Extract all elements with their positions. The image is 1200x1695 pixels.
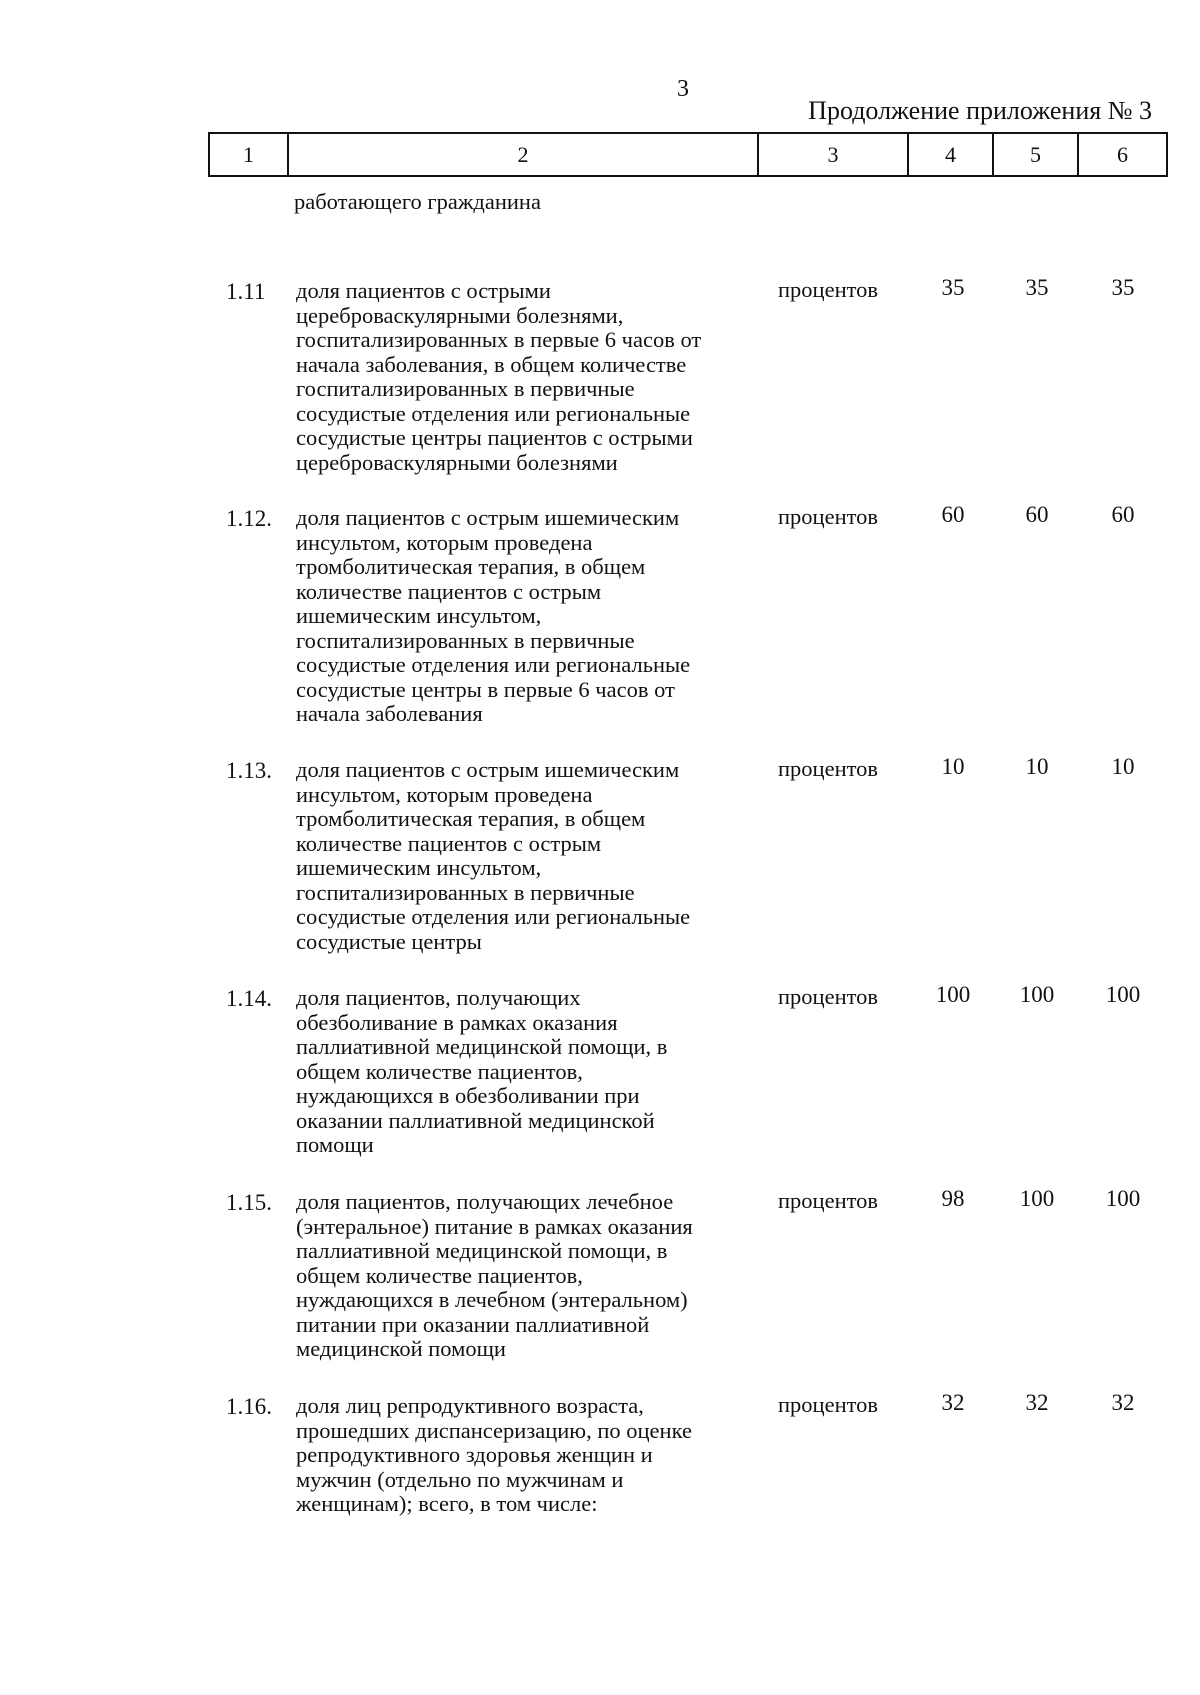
description-line: ишемическим инсультом, — [296, 603, 542, 628]
description-line: сосудистые отделения или региональные — [296, 400, 691, 426]
column-header-2: 2 — [288, 133, 758, 176]
description-line: доля лиц репродуктивного возраста, — [296, 1393, 644, 1418]
description-line: общем количестве пациентов, — [296, 1262, 583, 1288]
row-value-col5: 35 — [1025, 275, 1049, 300]
description-line: инсультом, которым проведена — [296, 781, 593, 807]
row-description — [296, 506, 746, 727]
description-line: женщинам); всего, в том числе: — [296, 1491, 598, 1516]
description-line: госпитализированных в первичные — [296, 376, 635, 401]
column-header-3: 3 — [758, 133, 908, 176]
column-header-1: 1 — [209, 133, 288, 176]
row-unit: процентов — [778, 1188, 879, 1213]
description-line: сосудистые центры пациентов с острыми — [296, 425, 693, 450]
page-number: 3 — [677, 76, 689, 102]
description-line: тромболитическая терапия, в общем — [296, 806, 646, 831]
description-line: инсультом, которым проведена — [296, 529, 593, 555]
description-line: нуждающихся в обезболивании при — [296, 1083, 640, 1108]
description-line: сосудистые центры в первые 6 часов от — [296, 676, 675, 702]
column-header-table — [208, 132, 1168, 177]
row-value-col5: 10 — [1025, 754, 1049, 779]
description-line: нуждающихся в лечебном (энтеральном) — [296, 1287, 688, 1312]
row-description — [296, 986, 746, 1158]
description-line: начала заболевания — [296, 701, 483, 726]
row-unit: процентов — [778, 756, 879, 781]
row-description — [296, 758, 746, 954]
row-value-col5: 100 — [1019, 1186, 1055, 1211]
description-line: сосудистые отделения или региональные — [296, 904, 691, 929]
description-line: сосудистые центры — [296, 928, 482, 954]
row-description — [296, 1394, 746, 1517]
row-description — [296, 1190, 746, 1362]
row-unit: процентов — [778, 277, 879, 302]
description-line: (энтеральное) питание в рамках оказания — [296, 1213, 693, 1239]
description-line: оказании паллиативной медицинской — [296, 1107, 655, 1133]
row-value-col5: 100 — [1019, 982, 1055, 1007]
row-value-col4: 60 — [941, 502, 965, 527]
row-value-col6: 100 — [1105, 1186, 1141, 1211]
row-value-col4: 32 — [941, 1390, 965, 1415]
row-number: 1.13. — [226, 758, 272, 783]
row-value-col4: 100 — [935, 982, 971, 1007]
description-line: паллиативной медицинской помощи, в — [296, 1034, 668, 1059]
description-line: цереброваскулярными болезнями, — [296, 302, 624, 328]
description-line: репродуктивного здоровья женщин и — [296, 1442, 653, 1467]
row-unit: процентов — [778, 1392, 879, 1417]
description-line: общем количестве пациентов, — [296, 1058, 583, 1084]
page-heading: Продолжение приложения № 3 — [808, 96, 1152, 125]
description-line: доля пациентов с острым ишемическим — [296, 505, 680, 530]
description-line: начала заболевания, в общем количестве — [296, 351, 687, 377]
description-line: прошедших диспансеризацию, по оценке — [296, 1417, 692, 1443]
row-number: 1.12. — [226, 506, 272, 531]
row-value-col6: 60 — [1111, 502, 1135, 527]
description-line: госпитализированных в первые 6 часов от — [296, 327, 702, 352]
column-header-4: 4 — [908, 133, 993, 176]
description-line: цереброваскулярными болезнями — [296, 449, 618, 475]
column-header-5: 5 — [993, 133, 1078, 176]
description-line: доля пациентов, получающих лечебное — [296, 1189, 674, 1214]
column-header-6: 6 — [1078, 133, 1167, 176]
description-line: доля пациентов с острым ишемическим — [296, 757, 680, 782]
row-value-col6: 32 — [1111, 1390, 1135, 1415]
row-value-col5: 60 — [1025, 502, 1049, 527]
description-line: ишемическим инсультом, — [296, 855, 542, 880]
description-line: тромболитическая терапия, в общем — [296, 554, 646, 579]
row-value-col4: 98 — [941, 1186, 965, 1211]
description-line: госпитализированных в первичные — [296, 879, 635, 905]
description-line: количестве пациентов с острым — [296, 830, 602, 856]
description-line: обезболивание в рамках оказания — [296, 1009, 618, 1035]
description-line: паллиативной медицинской помощи, в — [296, 1238, 668, 1263]
row-number: 1.15. — [226, 1190, 272, 1215]
description-line: питании при оказании паллиативной — [296, 1311, 650, 1337]
row-number: 1.16. — [226, 1394, 272, 1419]
row-value-col4: 35 — [941, 275, 965, 300]
row-value-col4: 10 — [941, 754, 965, 779]
description-line: доля пациентов с острыми — [296, 278, 551, 303]
row-value-col6: 100 — [1105, 982, 1141, 1007]
description-line: мужчин (отдельно по мужчинам и — [296, 1466, 624, 1492]
description-line: количестве пациентов с острым — [296, 578, 602, 604]
row-value-col5: 32 — [1025, 1390, 1049, 1415]
row-unit: процентов — [778, 984, 879, 1009]
row-value-col6: 10 — [1111, 754, 1135, 779]
description-line: помощи — [296, 1132, 374, 1157]
row-value-col6: 35 — [1111, 275, 1135, 300]
description-line: медицинской помощи — [296, 1336, 506, 1361]
row-unit: процентов — [778, 504, 879, 529]
row-description — [296, 279, 746, 475]
column-header-row — [209, 133, 1167, 176]
description-line: сосудистые отделения или региональные — [296, 652, 691, 677]
carry-over-text: работающего гражданина — [294, 189, 541, 214]
row-number: 1.14. — [226, 986, 272, 1011]
description-line: госпитализированных в первичные — [296, 627, 635, 653]
row-number: 1.11 — [226, 279, 266, 304]
description-line: доля пациентов, получающих — [296, 985, 581, 1010]
